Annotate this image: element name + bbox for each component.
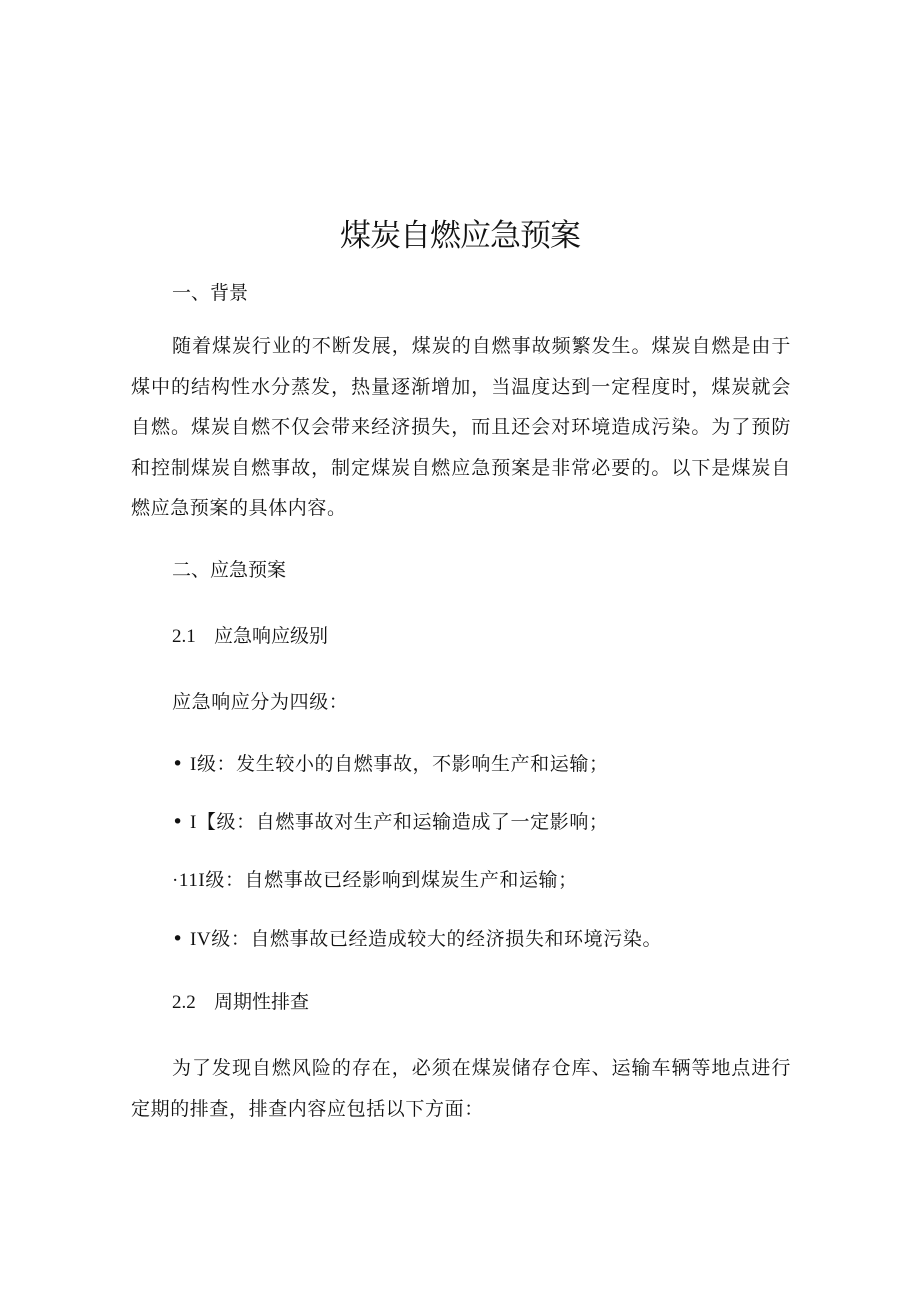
bullet-icon: •	[172, 811, 184, 833]
section-heading-background: 一、背景	[172, 282, 249, 304]
level-description: 级：自燃事故已经影响到煤炭生产和运输；	[205, 869, 578, 891]
document-title: 煤炭自燃应急预案	[340, 218, 580, 254]
list-item	[172, 750, 609, 779]
subheading-periodic-inspection	[172, 988, 309, 1017]
background-paragraph: 随着煤炭行业的不断发展，煤炭的自燃事故频繁发生。煤炭自燃是由于煤中的结构性水分蒸发，热量逐渐增加，当温度达到一定程度时，煤炭就会自燃。煤炭自燃不仅会带来经济损失，而且还会对环境造成污染。为了预防和控制煤炭自燃事故，制定煤炭自燃应急预案是非常必要的。以下是煤炭自燃应急预案的具体内容。	[131, 335, 791, 519]
subheading-title: 应急响应级别	[214, 625, 329, 647]
level-description: 级：自燃事故已经造成较大的经济损失和环境污染。	[211, 928, 663, 950]
bullet-icon: •	[172, 928, 184, 950]
level-label: I【	[190, 812, 217, 833]
section-heading-emergency-plan: 二、应急预案	[172, 559, 287, 581]
inspection-paragraph: 为了发现自燃风险的存在，必须在煤炭储存仓库、运输车辆等地点进行定期的排查，排查内容应包括以下方面：	[131, 1057, 791, 1120]
level-description: 级：发生较小的自燃事故，不影响生产和运输；	[196, 753, 609, 775]
level-label: IV	[190, 929, 212, 950]
list-item	[172, 808, 609, 837]
bullet-icon: •	[172, 753, 184, 775]
subheading-number: 2.2	[172, 992, 196, 1013]
list-item	[172, 925, 662, 954]
list-item	[172, 866, 578, 895]
level-label: ·11I	[172, 870, 206, 891]
level-label: I	[190, 754, 197, 775]
response-levels-intro: 应急响应分为四级：	[172, 691, 349, 713]
subheading-title: 周期性排查	[214, 991, 310, 1013]
subheading-number: 2.1	[172, 626, 196, 647]
subheading-response-levels	[172, 622, 328, 651]
level-description: 级：自燃事故对生产和运输造成了一定影响；	[216, 811, 609, 833]
